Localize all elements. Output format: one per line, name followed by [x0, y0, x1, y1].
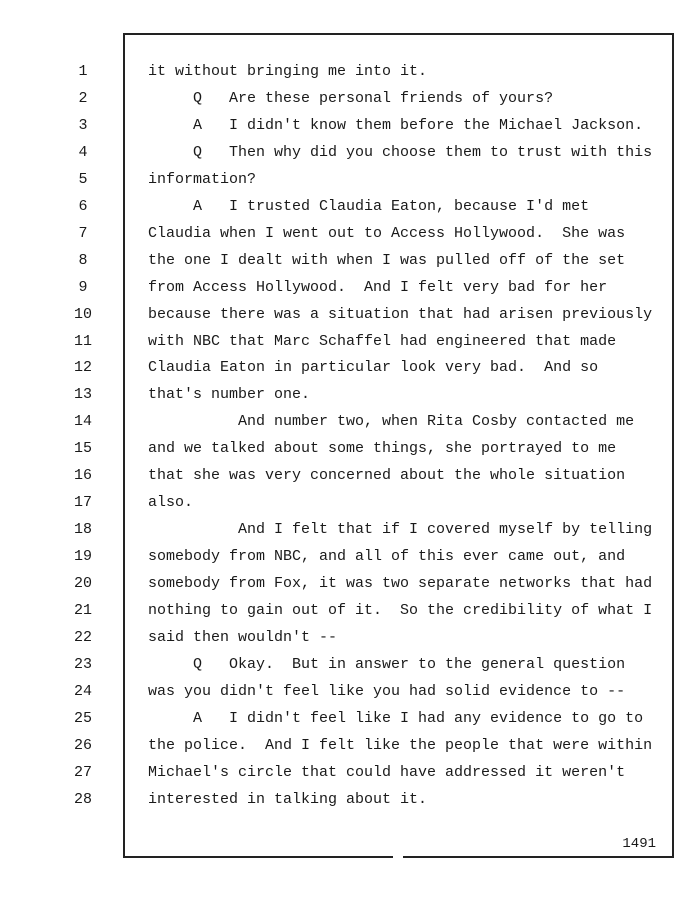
transcript-line: Q Okay. But in answer to the general question	[148, 655, 626, 673]
transcript-line: that's number one.	[148, 386, 311, 404]
transcript-line: A I didn't feel like I had any evidence to go to	[148, 709, 644, 727]
transcript-line: the one I dealt with when I was pulled off of the set	[148, 251, 626, 269]
line-number: 28	[73, 790, 92, 808]
line-number: 27	[73, 763, 92, 781]
line-number: 6	[78, 197, 88, 215]
line-number: 22	[73, 628, 92, 646]
frame-top-border	[123, 33, 674, 35]
frame-bottom-border-left	[123, 856, 393, 858]
transcript-line: And number two, when Rita Cosby contacted me	[148, 413, 635, 431]
transcript-line: A I trusted Claudia Eaton, because I'd met	[148, 197, 590, 215]
transcript-line: Q Then why did you choose them to trust with this	[148, 143, 653, 161]
transcript-line: was you didn't feel like you had solid evidence to --	[148, 682, 626, 700]
transcript-line: the police. And I felt like the people that were within	[148, 736, 653, 754]
line-number: 11	[73, 332, 92, 350]
transcript-line: that she was very concerned about the whole situation	[148, 467, 626, 485]
transcript-line: with NBC that Marc Schaffel had engineered that made	[148, 332, 617, 350]
line-number: 13	[73, 386, 92, 404]
frame-bottom-border-right	[403, 856, 674, 858]
line-number: 26	[73, 736, 92, 754]
line-number: 25	[73, 709, 92, 727]
line-number: 9	[78, 278, 88, 296]
line-number: 18	[73, 521, 92, 539]
transcript-line: from Access Hollywood. And I felt very bad for her	[148, 278, 608, 296]
transcript-line: somebody from Fox, it was two separate networks that had	[148, 575, 653, 593]
line-number: 8	[78, 251, 88, 269]
transcript-line: Q Are these personal friends of yours?	[148, 89, 554, 107]
transcript-line: and we talked about some things, she portrayed to me	[148, 440, 617, 458]
transcript-line: it without bringing me into it.	[148, 63, 428, 80]
page-number: 1491	[622, 836, 656, 852]
transcript-line: Michael's circle that could have addressed it weren't	[148, 763, 626, 781]
transcript-line: nothing to gain out of it. So the credibility of what I	[148, 602, 653, 619]
line-number: 16	[73, 467, 92, 485]
transcript-line: because there was a situation that had arisen previously	[148, 305, 653, 323]
transcript-line: A I didn't know them before the Michael Jackson.	[148, 116, 644, 134]
line-number: 1	[78, 63, 88, 80]
transcript-line: Claudia Eaton in particular look very bad. And so	[148, 359, 599, 377]
line-number: 14	[73, 413, 92, 431]
line-number: 21	[73, 602, 92, 619]
line-number: 5	[78, 170, 88, 188]
line-number: 24	[73, 682, 92, 700]
line-number: 12	[73, 359, 92, 377]
line-number: 10	[73, 305, 92, 323]
line-number: 3	[78, 116, 88, 134]
line-number: 7	[78, 224, 88, 242]
line-number: 19	[73, 548, 92, 566]
transcript-line: also.	[148, 494, 194, 512]
transcript-line: Claudia when I went out to Access Hollywood. She was	[148, 224, 626, 242]
line-number: 15	[73, 440, 92, 458]
line-number: 2	[78, 89, 88, 107]
transcript-line: said then wouldn't --	[148, 628, 338, 646]
transcript-line: interested in talking about it.	[148, 790, 428, 808]
line-number: 4	[78, 143, 88, 161]
line-number: 23	[73, 655, 92, 673]
line-number: 20	[73, 575, 92, 593]
line-number: 17	[73, 494, 92, 512]
transcript-line: And I felt that if I covered myself by telling	[148, 521, 653, 539]
transcript-line: somebody from NBC, and all of this ever came out, and	[148, 548, 626, 566]
frame-right-border	[672, 33, 674, 857]
transcript-line: information?	[148, 170, 257, 188]
frame-left-border	[123, 33, 125, 857]
